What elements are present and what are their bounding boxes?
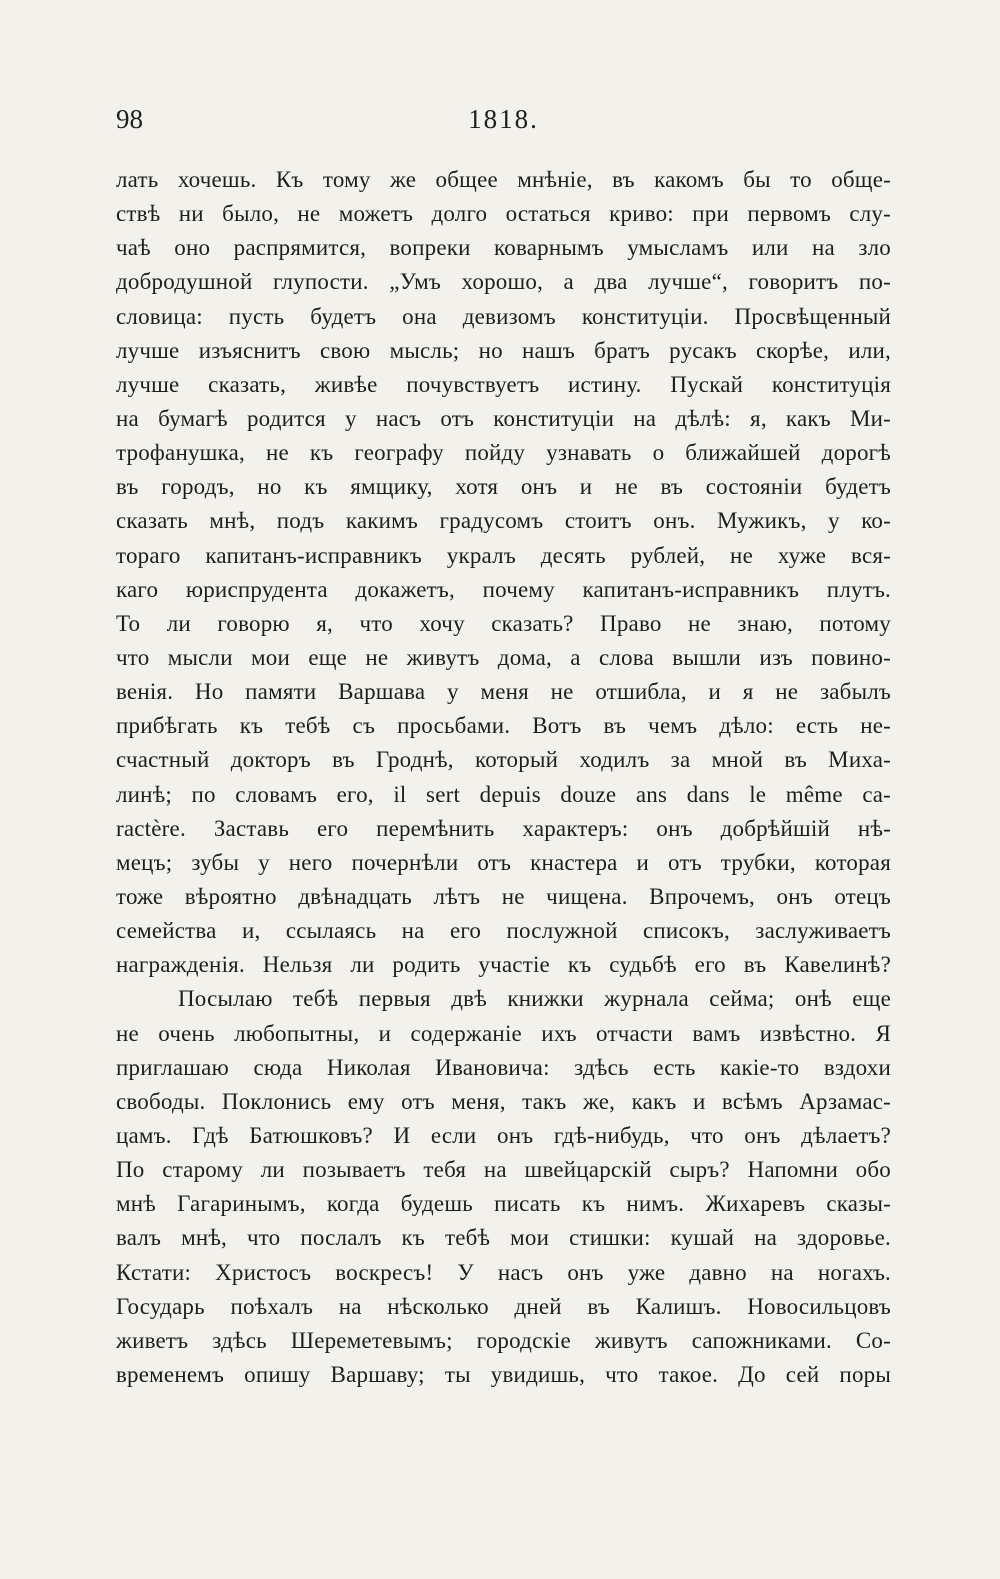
text-line: словица: пусть будетъ она девизомъ конституціи. Просвѣщенный — [116, 303, 891, 329]
text-line: что мысли мои еще не живутъ дома, а слова вышли изъ повино- — [116, 644, 891, 670]
text-line: приглашаю сюда Николая Ивановича: здѣсь есть какіе-то вздохи — [116, 1054, 891, 1080]
text-line: цамъ. Гдѣ Батюшковъ? И если онъ гдѣ-нибудь, что онъ дѣлаетъ? — [116, 1122, 891, 1148]
text-line: семейства и, ссылаясь на его послужной списокъ, заслуживаетъ — [116, 918, 891, 944]
page-number: 98 — [116, 104, 143, 134]
text-line: чаѣ оно распрямится, вопреки коварнымъ умысламъ или на зло — [116, 235, 891, 261]
text-line: лучше изъяснитъ свою мысль; но нашъ братъ русакъ скорѣе, или, — [116, 337, 891, 363]
text-line: По старому ли позываетъ тебя на швейцарскій сыръ? Напомни обо — [116, 1157, 891, 1183]
text-line: валъ мнѣ, что послалъ къ тебѣ мои стишки: кушай на здоровье. — [116, 1225, 891, 1251]
text-line: трофанушка, не къ географу пойду узнавать о ближайшей дорогѣ — [116, 440, 891, 466]
text-line: линѣ; по словамъ его, il sert depuis douze ans dans le même ca- — [116, 781, 891, 807]
running-head: 1818. — [468, 104, 539, 134]
text-line: ractère. Заставь его перемѣнить характеръ: онъ добрѣйшій нѣ- — [116, 815, 891, 841]
text-line: тоже вѣроятно двѣнадцать лѣтъ не чищена. Впрочемъ, онъ отецъ — [116, 883, 891, 909]
text-line: на бумагѣ родится у насъ отъ конституціи на дѣлѣ: я, какъ Ми- — [116, 405, 891, 431]
text-line: Кстати: Христосъ воскресъ! У насъ онъ уже давно на ногахъ. — [116, 1259, 891, 1285]
text-line: тораго капитанъ-исправникъ укралъ десять рублей, не хуже вся- — [116, 542, 891, 568]
text-line: въ городъ, но къ ямщику, хотя онъ и не въ состояніи будетъ — [116, 474, 891, 500]
page-header — [116, 104, 891, 144]
text-line: счастный докторъ въ Гроднѣ, который ходилъ за мной въ Миха- — [116, 747, 891, 773]
text-line: временемъ опишу Варшаву; ты увидишь, что такое. До сей поры — [116, 1361, 891, 1387]
text-line: мецъ; зубы у него почернѣли отъ кнастера и отъ трубки, которая — [116, 849, 891, 875]
text-line: мнѣ Гагаринымъ, когда будешь писать къ нимъ. Жихаревъ сказы- — [116, 1191, 891, 1217]
text-line: награжденія. Нельзя ли родить участіе къ судьбѣ его въ Кавелинѣ? — [116, 952, 891, 978]
text-line: каго юриспрудента докажетъ, почему капитанъ-исправникъ плутъ. — [116, 576, 891, 602]
text-line: свободы. Поклонись ему отъ меня, такъ же, какъ и всѣмъ Арзамас- — [116, 1088, 891, 1114]
text-line: не очень любопытны, и содержаніе ихъ отчасти вамъ извѣстно. Я — [116, 1020, 891, 1046]
text-line: сказать мнѣ, подъ какимъ градусомъ стоитъ онъ. Мужикъ, у ко- — [116, 508, 891, 534]
text-line: лучше сказать, живѣе почувствуетъ истину. Пускай конституція — [116, 371, 891, 397]
text-line: добродушной глупости. „Умъ хорошо, а два лучше“, говоритъ по- — [116, 269, 891, 295]
text-line: Государь поѣхалъ на нѣсколько дней въ Калишъ. Новосильцовъ — [116, 1293, 891, 1319]
text-line: венія. Но памяти Варшава у меня не отшибла, и я не забылъ — [116, 679, 891, 705]
body-text — [116, 163, 891, 1392]
paragraph-first-line: Посылаю тебѣ первыя двѣ книжки журнала сейма; онѣ еще — [178, 986, 891, 1012]
text-line: лать хочешь. Къ тому же общее мнѣніе, въ какомъ бы то обще- — [116, 167, 891, 192]
text-line: живетъ здѣсь Шереметевымъ; городскіе живутъ сапожниками. Со- — [116, 1327, 891, 1353]
text-line: То ли говорю я, что хочу сказать? Право не знаю, потому — [116, 610, 891, 636]
text-line: прибѣгать къ тебѣ съ просьбами. Вотъ въ чемъ дѣло: есть не- — [116, 713, 891, 739]
text-line: ствѣ ни было, не можетъ долго остаться криво: при первомъ слу- — [116, 201, 891, 227]
